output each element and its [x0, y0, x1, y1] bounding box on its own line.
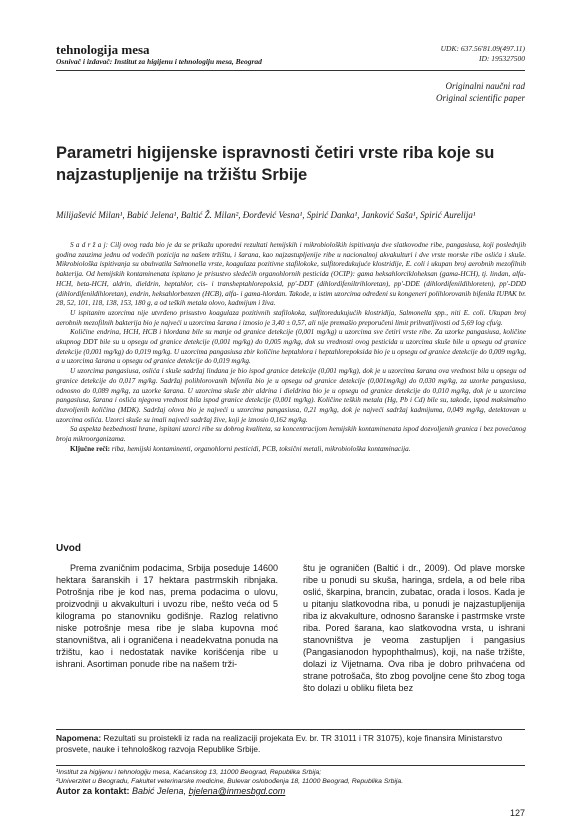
note-label: Napomena:	[56, 733, 102, 743]
intro-text-left: Prema zvaničnim podacima, Srbija poseduje 14600 hektara šaranskih i 17 hektara pastrmskih ribnjaka. Potrošnja ribe je kod nas, prema podacima o ulovu, proizvodnji u akvakulturi i uvozu ribe, nešto veća od 5 kilograma po stanovniku godišnje. Razlog relativno niske potrošnje mesa ribe je slaba kupovna moć stanovništva, ali i ograničena i neadekvatna ponuda na tržištu, kao i nedostatak navike korišćenja ribe u ishrani. Asortiman ponude ribe na našem trži-	[56, 563, 278, 669]
paper-type-sr: Originalni naučni rad	[445, 81, 525, 91]
abstract	[56, 241, 526, 454]
affiliation-1: ¹Institut za higijenu i tehnologiju mesa, Kaćanskog 13, 11000 Beograd, Republika Srbija;	[56, 769, 322, 776]
affiliation-2: ²Univerzitet u Beogradu, Fakultet veterinarske medicine, Bulevar oslobođenja 18, 11000 Beograd, Republika Srbija.	[56, 778, 404, 785]
contact-name: Babić Jelena,	[132, 786, 187, 796]
author-list: Milijašević Milan¹, Babić Jelena¹, Baltić Ž. Milan², Đorđević Vesna¹, Spirić Danka¹, Janković Saša¹, Spirić Aurelija¹	[56, 210, 476, 220]
journal-name: tehnologija mesa	[56, 42, 150, 57]
abstract-paragraph: Sa aspekta bezbednosti hrane, ispitani uzorci ribe su dobrog kvaliteta, sa koncentracijom hemijskih kontaminenata ispod dozvoljenih granica i bez povećanog broja mikroorganizama.	[56, 425, 526, 444]
abstract-paragraph: U ispitanim uzorcima nije utvrđeno prisustvo koagulaza pozitivnih stafilokoka, sulfitoredukujućih klostridija, Salmonella spp., niti E. coli. Ukupan broj aerobnih mezofilnih bakterija bio je najveći u uzorcima šarana i iznosio je 3,40 ± 0,57, ali nije premašio preporučeni limit prihvatljivosti od 5,69 log cfu/g.	[56, 308, 526, 327]
paper-type-en: Original scientific paper	[436, 93, 525, 103]
affiliation-divider	[56, 765, 525, 766]
keywords-text: riba, hemijski kontaminenti, organohlorni pesticidi, PCB, toksični metali, mikrobiološka kontaminacija.	[111, 444, 411, 453]
abstract-paragraph: U uzorcima pangasiusa, oslića i skuše sadržaj lindana je bio ispod granice detekcije (0,001 mg/kg), dok je u uzorcima šarana ova vrednost bila u opsegu od granice detekcije do 0,017 mg/kg. Sadržaj polihlorovanih bifenila bio je u opsegu od granice detekcije (0,001mg/kg) do 0,030 mg/kg, za uzorke pangasiusa, odnosno do 0,089 mg/kg, za uzorke šarana. U uzorcima skuše zbir aldrina i dieldrina bio je u opsegu od granice detekcije do 0,010 mg/kg, dok je u uzorcima pangasiusa, šarana i oslića njegova vrednost bila ispod granice detekcije (0,001 mg/kg). Količine teških metala (Hg, Pb i Cd) bile su, takođe, ispod maksimalno dozvoljenih količina (MDK). Sadržaj olova bio je najveći u uzorcima pangasiusa, 0,21 mg/kg, dok je najveći sadržaj kadmijuma, 0,049 mg/kg, detektovan u uzorcima oslića. Uzorci skuše su imali najveći sadržaj žive, koji je iznosio 0,162 mg/kg.	[56, 367, 526, 424]
page-number: 127	[509, 808, 525, 818]
intro-left-column	[56, 543, 278, 670]
abstract-paragraph: Količine endrina, HCH, HCB i hlordana bile su manje od granice detekcije (0,001 mg/kg) u uzorcima sve četiri vrste ribe. Za uzorke pangasiusa, količine ukupnog DDT bile su u opsegu od granice detekcije (0,001 mg/kg) do 0,005 mg/kg, dok su vrednosti ovog pesticida u uzorcima skuše bile u opsegu od granice detekcije (0,001 mg/kg) do 0,019 mg/kg. U uzorcima pangasiusa zbir količine heptahlora i heptahlorepoksida bio je u opsegu od granice detekcije do 0,009 mg/kg, a u uzorcima šarana u opsegu od granice detekcije do 0,019 mg/kg.	[56, 328, 526, 366]
contact-label: Autor za kontakt:	[56, 786, 130, 796]
intro-right-column	[303, 562, 525, 694]
abstract-paragraph: S a d r ž a j: Cilj ovog rada bio je da se prikažu uporedni rezultati hemijskih i mikrobioloških ispitivanja dve slatkovodne ribe, pangasiusa, koji poslednjih godina zauzima jednu od vodećih pozicija na našem tržištu, i šarana, kao najzastupljenije ribe u nacionalnoj akvakulturi i dve vrste morske ribe oslića i skuše. Mikrobiološka ispitivanja su obuhvatila Salmonella vrste, koagulaza pozitivne stafilokoke, sulfitoredukujuće klostridije, E. coli i ukupan broj aerobnih mezofilnih bakterija. Od hemijskih kontaminenata ispitano je prisustvo sledećih organohlornih pesticida (OCIP): gama heksahlorcikloheksan (gama-HCH), tj. lindan, alfa- HCH, beta-HCH, aldrin, dieldrin, heptahlor, cis- i transheptahlorepoksid, pp'-DDT (dihlordifeniltrihloretan), pp'-DDE (dihlordifenildihloreten), pp'-DDD (dihlordifenildihloretan), endrin, heksahlorbenzen (HCB), alfa- i gama-hlordan. Takođe, u istim uzorcima određeni su kongeneri polihlorovanih bifenila IUPAK br. 28, 52, 101, 118, 138, 153, 180 g, a od teških metala olovo, kadmijum i živa.	[56, 241, 526, 308]
keywords	[56, 445, 526, 455]
paper-type	[436, 80, 525, 104]
paper-id: ID: 195327500	[478, 54, 525, 63]
note-text: Rezultati su proistekli iz rada na realizaciji projekata Ev. br. TR 31011 i TR 31075), koje finansira Ministarstvo prosvete, nauke i tehnološkog razvoja Republike Srbije.	[56, 733, 503, 754]
funding-note	[56, 733, 526, 755]
header-divider	[56, 70, 525, 71]
section-heading-intro: Uvod	[56, 543, 81, 554]
contact-author	[56, 786, 285, 796]
affiliations	[56, 768, 526, 786]
paper-title: Parametri higijenske ispravnosti četiri vrste riba koje su najzastupljenije na tržištu Srbije	[56, 144, 495, 184]
intro-text-right: štu je ograničen (Baltić i dr., 2009). Od plave morske ribe u ponudi su skuša, haringa, srdela, a od bele riba oslić, škarpina, brancin, zubatac, orada i losos. Kada je u pitanju slatkovodna riba, u ponudi je najzastupljenija riba iz akvakulture, odnosno šaranske i pastrmske vrste riba. Pored šarana, kao slatkovodna vrsta, u ishrani stanovništva je veoma zastupljen i pangasius (Pangasianodon hypophthalmus), koji, na naše tržište, dolazi iz Vijetnama. Ova riba je dobro prihvaćena od strane potrošača, što zbog povoljne cene što zbog toga što dolazi u obliku fileta bez	[303, 563, 525, 693]
note-divider	[56, 729, 525, 730]
udk-code: UDK: 637.56'81.09(497.11)	[440, 44, 525, 53]
contact-email-link[interactable]: bjelena@inmesbgd.com	[188, 786, 286, 796]
udk-block	[441, 44, 525, 64]
keywords-label: Ključne reči:	[70, 444, 110, 453]
publisher-line: Osnivač i izdavač: Institut za higijenu i tehnologiju mesa, Beograd	[56, 57, 262, 66]
